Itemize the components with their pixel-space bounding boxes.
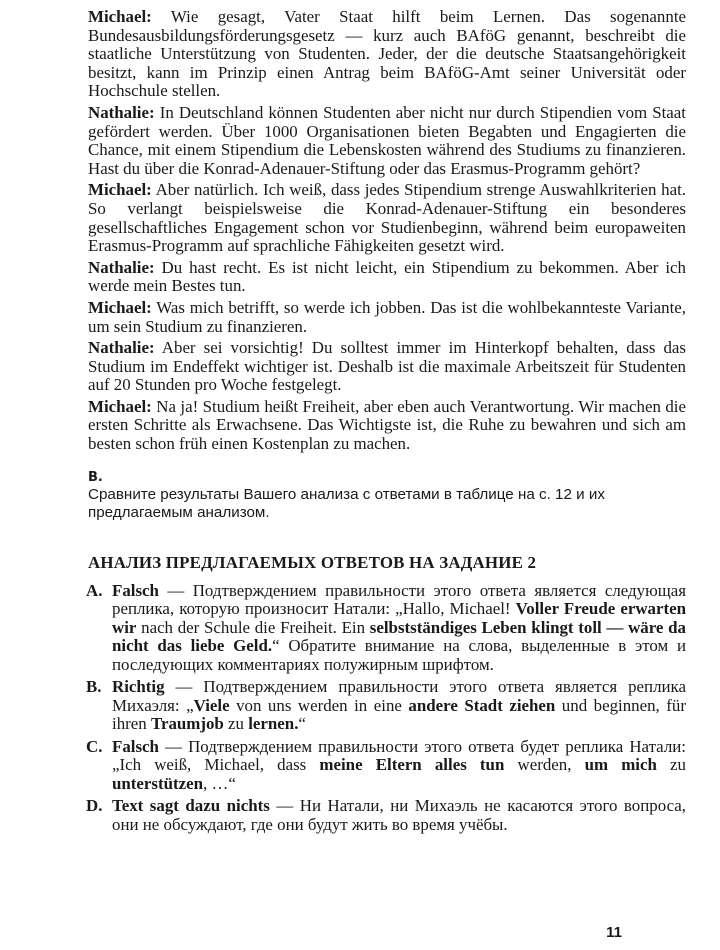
line-text: Was mich betrifft, so werde ich jobben. Das ist die wohlbekannteste Variante, um sein Studium zu finanzieren. xyxy=(88,297,686,336)
bold-segment: Voller Freude erwarten wir xyxy=(112,599,686,637)
speaker-name: Michael: xyxy=(88,396,152,416)
answer-body xyxy=(112,582,686,675)
answer-label: B. xyxy=(86,677,102,697)
bold-segment: um mich xyxy=(584,755,657,775)
answer-b xyxy=(88,678,686,734)
bold-segment: Traumjob xyxy=(150,714,224,734)
bold-segment: unterstützen xyxy=(112,773,204,793)
bold-segment: andere Stadt ziehen xyxy=(408,695,556,715)
speaker-name: Michael: xyxy=(88,297,152,317)
text-segment: zu xyxy=(223,714,249,734)
answer-label: D. xyxy=(86,796,103,816)
answer-label: C. xyxy=(86,736,103,756)
dialogue-line xyxy=(88,104,686,178)
answer-a xyxy=(88,582,686,675)
section-b-label: B. xyxy=(88,469,103,485)
speaker-name: Nathalie: xyxy=(88,338,155,358)
text-segment: “ xyxy=(298,714,306,734)
section-b-instruction: Сравните результаты Вашего анализа с ответами в таблице на с. 12 и их предлагаемым анализом. xyxy=(88,485,605,522)
line-text: Na ja! Studium heißt Freiheit, aber eben auch Verantwortung. Wir machen die ersten Schritte als Erwachsene. Das Wichtigste ist, die Ruhe zu bewahren und sich am besten schon früh einen Kostenplan zu machen. xyxy=(88,396,686,454)
dialogue xyxy=(88,8,686,454)
answer-label: A. xyxy=(86,580,103,600)
page-number: 11 xyxy=(606,924,622,941)
analysis-heading: АНАЛИЗ ПРЕДЛАГАЕМЫХ ОТВЕТОВ НА ЗАДАНИЕ 2 xyxy=(88,552,537,572)
text-segment: — Подтверждением правильности этого ответа будет реплика Натали: „Ich weiß, Michael, dass xyxy=(112,736,686,775)
text-segment: nach der Schule die Freiheit. Ein xyxy=(136,617,370,637)
speaker-name: Nathalie: xyxy=(88,257,155,277)
line-text: Wie gesagt, Vater Staat hilft beim Lernen. Das sogenannte Bundesausbildungsförderungsgesetz — kurz auch BAföG genannt, beschreibt die staatliche Unterstützung von Studenten. Jeder, der die deutsche Staatsangehörigkeit besitzt, kann im Prinzip einen Antrag beim BAföG-Amt seiner Universität oder Hochschule stellen. xyxy=(88,7,687,101)
text-segment: von uns werden in eine xyxy=(229,695,409,715)
bold-segment: meine Eltern alles tun xyxy=(319,755,505,775)
dialogue-line xyxy=(88,8,686,101)
bold-segment: Viele xyxy=(193,695,230,715)
line-text: In Deutschland können Studenten aber nicht nur durch Stipendien vom Staat gefördert werden. Über 1000 Organisationen bieten Begabten und Engagierten die Chance, mit einem Stipendium die Lebenskosten während des Studiums zu finanzieren. Hast du über die Konrad-Adenauer-Stiftung oder das Erasmus-Programm gehört? xyxy=(88,102,686,178)
page-content xyxy=(88,8,686,838)
line-text: Aber sei vorsichtig! Du solltest immer im Hinterkopf behalten, dass das Studium im Endeffekt wichtiger ist. Deshalb ist die maximale Arbeitszeit für Studenten auf 20 Stunden pro Woche festgelegt. xyxy=(88,338,686,395)
answer-list xyxy=(88,582,686,835)
speaker-name: Michael: xyxy=(88,7,152,26)
line-text: Du hast recht. Es ist nicht leicht, ein Stipendium zu bekommen. Aber ich werde mein Bestes tun. xyxy=(88,257,686,296)
answer-body xyxy=(112,797,686,834)
text-segment: zu xyxy=(656,755,686,775)
dialogue-line xyxy=(88,339,686,395)
dialogue-line xyxy=(88,299,686,336)
answer-d xyxy=(88,797,686,834)
answer-body xyxy=(112,678,686,734)
dialogue-line xyxy=(88,398,686,454)
text-segment: , …“ xyxy=(203,773,236,793)
line-text: Aber natürlich. Ich weiß, dass jedes Stipendium strenge Auswahlkriterien hat. So verlangt beispielsweise die Konrad-Adenauer-Stiftung ein besonderes gesellschaftliches Engagement schon vor Studienbeginn, während beim europaweiten Erasmus-Programm auf sprachliche Fähigkeiten gesetzt wird. xyxy=(88,180,687,256)
dialogue-line xyxy=(88,181,686,255)
speaker-name: Nathalie: xyxy=(88,102,155,122)
text-segment: “ Обратите внимание на слова, выделенные в этом и последующих комментариях полужирным шрифтом. xyxy=(112,636,686,674)
verdict: Text sagt dazu nichts xyxy=(112,796,270,816)
verdict: Falsch xyxy=(112,736,159,756)
verdict: Richtig xyxy=(112,677,165,697)
speaker-name: Michael: xyxy=(88,180,152,200)
verdict: Falsch xyxy=(112,580,159,600)
answer-c xyxy=(88,738,686,794)
text-segment: werden, xyxy=(504,755,585,775)
text-segment: und beginnen, für ihren xyxy=(112,695,686,734)
bold-segment: selbstständiges Leben klingt toll — wäre da nicht das liebe Geld. xyxy=(112,617,686,656)
answer-body xyxy=(112,738,686,794)
dialogue-line xyxy=(88,259,686,296)
bold-segment: lernen. xyxy=(248,714,299,734)
text-segment: — Подтверждением правильности этого ответа является следующая реплика, которую произносит Натали: „Hallo, Michael! xyxy=(112,580,686,619)
text-segment: — Подтверждением правильности этого ответа является реплика Михаэля: „ xyxy=(112,677,686,715)
text-segment: — Ни Натали, ни Михаэль не касаются этого вопроса, они не обсуждают, где они будут жить во время учёбы. xyxy=(112,796,687,834)
